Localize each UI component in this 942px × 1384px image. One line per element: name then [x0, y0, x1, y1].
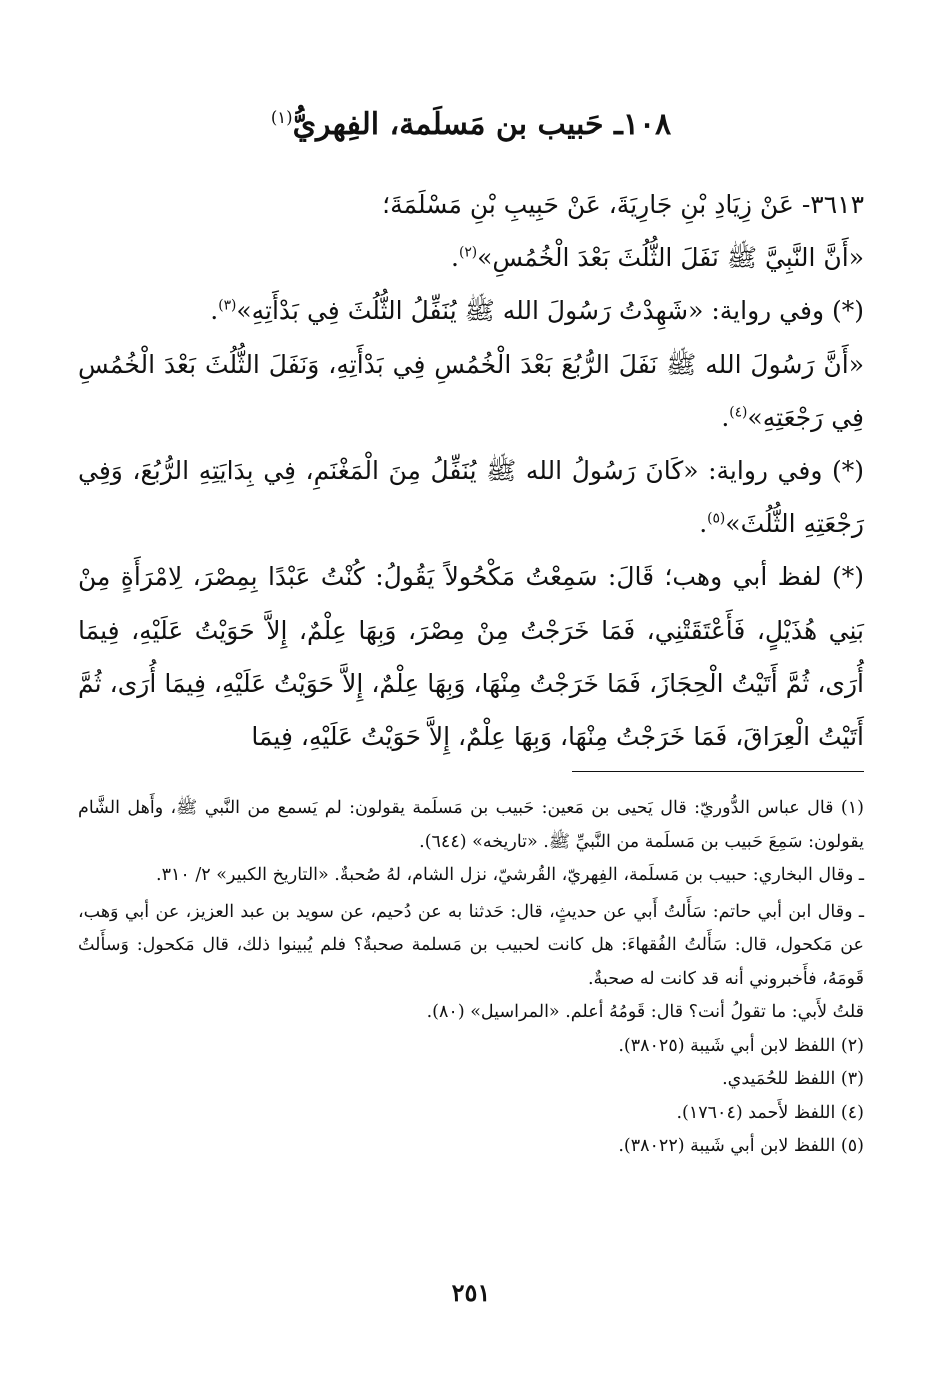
footnote: (٥) اللفظ لابن أبي شَيبة (٣٨٠٢٢). — [618, 1136, 864, 1156]
paragraph-text: «أَنَّ رَسُولَ الله ﷺ نَفَلَ الرُّبُعَ بَعْدَ الْخُمُسِ فِي بَدْأَتِهِ، وَنَفَلَ الثُّلُثَ بَعْدَ الْخُمُسِ فِي رَجْعَتِهِ» — [78, 349, 864, 432]
paragraph-text: «أَنَّ النَّبِيَّ ﷺ نَفَلَ الثُّلُثَ بَعْدَ الْخُمُسِ» — [477, 243, 864, 273]
footnote-ref: (٥) — [707, 510, 726, 527]
hadith-variant — [78, 444, 864, 550]
paragraph-text: ٣٦١٣- عَنْ زِيَادِ بْنِ جَارِيَةَ، عَنْ حَبِيبِ بْنِ مَسْلَمَةَ؛ — [382, 190, 864, 219]
footnote-ref: (١) — [270, 108, 293, 127]
footnotes — [78, 792, 864, 1164]
footnote: قلتُ لأَبي: ما تقولُ أنت؟ قال: قَومُهُ أعلم. «المراسيل» (٨٠). — [426, 1002, 864, 1022]
hadith-matn — [78, 231, 864, 284]
hadith-variant — [78, 284, 864, 337]
hadith-intro — [78, 178, 864, 231]
paragraph-text: (*) لفظ أبي وهب؛ قَالَ: سَمِعْتُ مَكْحُولاً يَقُولُ: كُنْتُ عَبْدًا بِمِصْرَ، لِامْرَأَةٍ مِنْ بَنِي هُذَيْلٍ، فَأَعْتَقَتْنِي، فَمَا خَرَجْتُ مِنْ مِصْرَ، وَبِهَا عِلْمٌ، إِلاَّ حَوَيْتُ عَلَيْهِ، فِيمَا أُرَى، ثُمَّ أَتَيْتُ الْحِجَازَ، فَمَا خَرَجْتُ مِنْهَا، وَبِهَا عِلْمٌ، إِلاَّ حَوَيْتُ عَلَيْهِ، فِيمَا أُرَى، ثُمَّ أَتَيْتُ الْعِرَاقَ، فَمَا خَرَجْتُ مِنْهَا، وَبِهَا عِلْمٌ، إِلاَّ حَوَيْتُ عَلَيْهِ، فِيمَا — [78, 562, 864, 752]
chapter-heading — [150, 100, 792, 150]
footnote: (٤) اللفظ لأَحمد (١٧٦٠٤). — [676, 1102, 864, 1123]
footnote: ـ وقال البخاري: حبيب بن مَسلَمة، الفِهريّ، القُرشيّ، نزل الشام، لهُ صُحبةٌ. «التاريخ الكبير» ٢/ ٣١٠. — [156, 865, 864, 885]
hadith-variant — [78, 550, 864, 763]
footnote: (٢) اللفظ لابن أبي شَيبة (٣٨٠٢٥). — [618, 1035, 864, 1056]
hadith-variant — [78, 338, 864, 444]
punctuation: . — [451, 243, 459, 273]
page-number: ٢٥١ — [451, 1278, 491, 1307]
footnote: ـ وقال ابن أبي حاتم: سَأَلتُ أَبي عن حديثٍ، قال: حَدثنا به عن دُحيم، عن سويد بن عبد العزيز، عن أبي وَهب، عن مَكحول، قال: سَأَلتُ الفُقهاءَ: هل كانت لحبيب بن مَسلمة صحبةٌ؟ فلم يُبينوا ذلك، قال مَكحول: وَسأَلتُ قَومَهُ، فأَخبروني أنه قد كانت له صحبةٌ. — [78, 901, 864, 989]
punctuation: . — [721, 402, 730, 432]
hadith-text — [78, 178, 864, 763]
footnote-ref: (٢) — [458, 244, 478, 261]
paragraph-text: (*) وفي رواية: «كَانَ رَسُولُ الله ﷺ يُنَفِّلُ مِنَ الْمَغْنَمِ، فِي بِدَايَتِهِ الرُّبُعَ، وَفِي رَجْعَتِهِ الثُّلُثَ» — [78, 456, 864, 539]
chapter-title: ١٠٨ـ حَبيب بن مَسلَمة، الفِهريُّ — [292, 107, 672, 142]
footnote-ref: (٣) — [218, 298, 237, 315]
footnote: (١) قال عباس الدُّوريّ: قال يَحيى بن مَعين: حَبيب بن مَسلَمة يقولون: لم يَسمع من النَّبي ﷺ، وأَهل الشَّام يقولون: سَمِعَ حَبيب بن مَسلَمة من النَّبيِّ ﷺ. «تاريخه» (٦٤٤). — [78, 798, 864, 852]
footnote: (٣) اللفظ للحُمَيدي. — [722, 1069, 864, 1089]
footnote-divider — [572, 771, 864, 772]
paragraph-text: (*) وفي رواية: «شَهِدْتُ رَسُولَ الله ﷺ يُنَفِّلُ الثُّلُثَ فِي بَدْأَتِهِ» — [236, 296, 864, 326]
footnote-ref: (٤) — [729, 404, 748, 421]
punctuation: . — [210, 296, 219, 326]
punctuation: . — [699, 509, 708, 539]
